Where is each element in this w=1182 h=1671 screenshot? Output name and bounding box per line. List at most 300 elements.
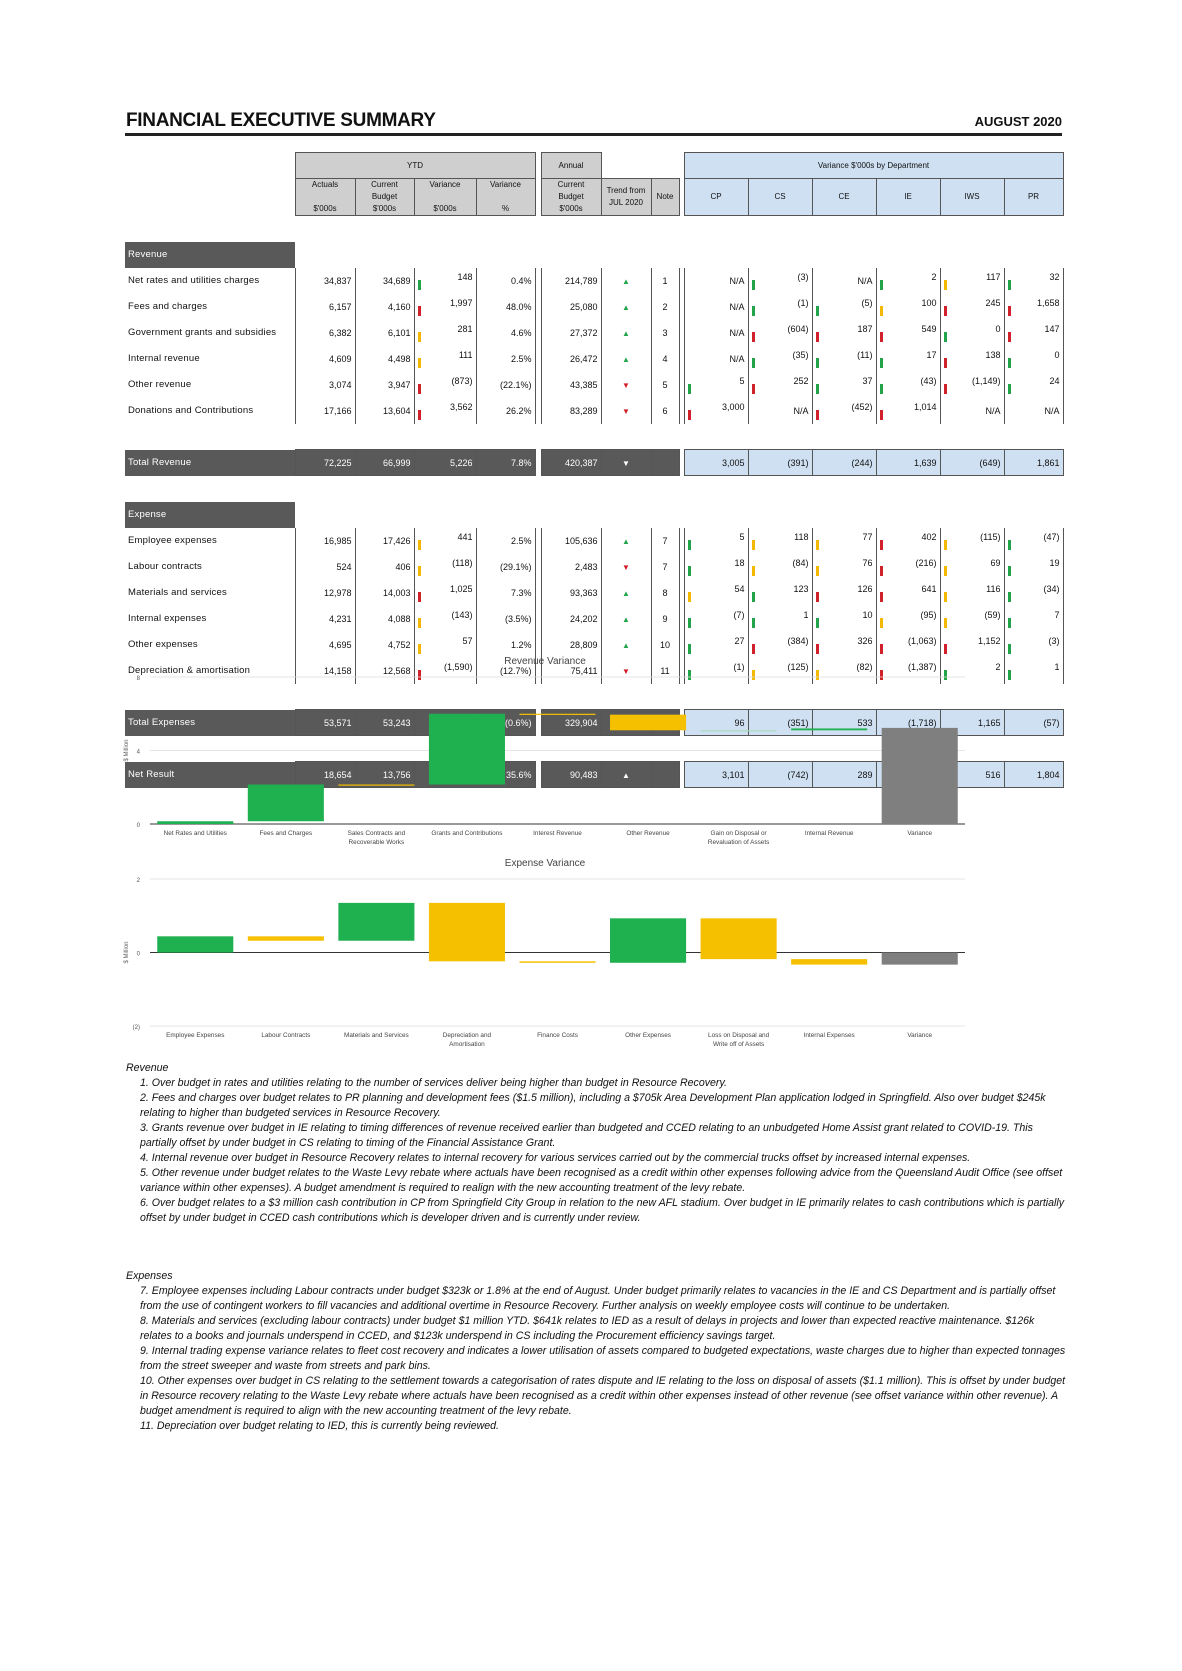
x-tick-label: Loss on Disposal and Write off of Assets (708, 1032, 770, 1048)
status-flag (816, 592, 819, 602)
cell-trend (601, 554, 651, 580)
status-flag (880, 410, 883, 420)
cell-annual: 28,809 (541, 632, 601, 658)
cell-note: 3 (651, 320, 679, 346)
cell-annual: 25,080 (541, 294, 601, 320)
total-iws: (649) (940, 450, 1004, 476)
cell-ie: 1,014 (876, 398, 940, 424)
status-flag (688, 410, 691, 420)
total-ie: 1,639 (876, 450, 940, 476)
cell-note: 1 (651, 268, 679, 294)
status-flag (880, 280, 883, 290)
cell-iws: (59) (940, 606, 1004, 632)
status-flag (816, 566, 819, 576)
total-pr: (57) (1004, 710, 1063, 736)
cell-annual: 214,789 (541, 268, 601, 294)
row-label: Employee expenses (128, 535, 217, 546)
cell-iws: 2 (940, 658, 1004, 684)
trend-up-icon: ▲ (622, 640, 630, 650)
cell-pr: 24 (1004, 372, 1063, 398)
revenue-notes (126, 1061, 1066, 1226)
cell-budget: 14,003 (355, 580, 414, 606)
cell-annual: 27,372 (541, 320, 601, 346)
y-tick-label: 2 (136, 878, 140, 884)
bar (701, 730, 777, 731)
cell-variance: 1,997 (414, 294, 476, 320)
cell-ie: (1,063) (876, 632, 940, 658)
cell-annual: 93,363 (541, 580, 601, 606)
cell-budget: 17,426 (355, 528, 414, 554)
cell-annual: 83,289 (541, 398, 601, 424)
cell-ie: 17 (876, 346, 940, 372)
x-tick-label: Materials and Services (344, 1032, 409, 1039)
status-flag (944, 618, 947, 628)
bar (610, 918, 686, 962)
row-label: Other revenue (128, 379, 192, 390)
status-flag (418, 332, 421, 342)
cell-variance: 3,562 (414, 398, 476, 424)
y-tick-label: (2) (132, 1025, 140, 1031)
status-flag (752, 566, 755, 576)
expense-note: 7. Employee expenses including Labour contracts under budget $323k or 1.8% at the end of August. Under budget primarily relates to vacancies in the IE and CS Department and is partially offset from the use of contingent workers to fill vacancies and additional overtime in Resource Recovery. Further analysis on weekly employee costs will continue to be undertaken. (140, 1285, 1056, 1312)
status-flag (1008, 618, 1011, 628)
cell-cs: (3) (748, 268, 812, 294)
status-flag (944, 384, 947, 394)
revenue-note: 2. Fees and charges over budget relates to PR planning and development fees ($1.5 million), including a $705k Area Development Plan application lodged in Springfield. Also over budget $245k relating to higher than budgeted services in Resource Recovery. (140, 1092, 1046, 1119)
cell-budget: 3,947 (355, 372, 414, 398)
status-flag (944, 358, 947, 368)
cell-pr: 7 (1004, 606, 1063, 632)
cell-pr: 1 (1004, 658, 1063, 684)
cell-ce: 326 (812, 632, 876, 658)
bar (791, 959, 867, 965)
table-row (125, 398, 1063, 424)
col-cs: CS (748, 179, 812, 216)
x-tick-label: Finance Costs (537, 1032, 578, 1039)
revenue-note: 6. Over budget relates to a $3 million cash contribution in CP from Springfield City Group in relation to the new AFL stadium. Over budget in IE primarily relates to cash contributions which is partially offset by under budget in CCED cash contributions which is developer driven and is currently under review. (140, 1197, 1065, 1224)
status-flag (1008, 566, 1011, 576)
expense-variance-chart (120, 854, 1070, 1059)
table-row (125, 294, 1063, 320)
revenue-section-header (125, 242, 1063, 268)
cell-annual: 105,636 (541, 528, 601, 554)
total-iws: 1,165 (940, 710, 1004, 736)
revenue-note: 4. Internal revenue over budget in Resource Recovery relates to internal recovery for various services carried out by the commercial trucks offset by increased internal expenses. (140, 1152, 971, 1164)
status-flag (944, 592, 947, 602)
cell-cp: N/A (684, 320, 748, 346)
x-tick-label: Fees and Charges (259, 830, 313, 837)
total-iws: 516 (940, 762, 1004, 788)
y-tick-label: 8 (136, 676, 140, 682)
status-flag (752, 618, 755, 628)
cell-actuals: 3,074 (295, 372, 355, 398)
cell-cs: (604) (748, 320, 812, 346)
total-ce: 533 (812, 710, 876, 736)
cell-pr: (3) (1004, 632, 1063, 658)
y-axis-label: $ Million (124, 941, 130, 964)
trend-down-icon: ▼ (622, 666, 630, 676)
cell-iws: (1,149) (940, 372, 1004, 398)
cell-cs: 1 (748, 606, 812, 632)
cell-ie: 2 (876, 268, 940, 294)
cell-cs: 123 (748, 580, 812, 606)
row-label: Depreciation & amortisation (128, 665, 251, 676)
cell-actuals: 524 (295, 554, 355, 580)
total-ie: (1,718) (876, 710, 940, 736)
cell-variance-pct: (29.1%) (476, 554, 535, 580)
cell-ce: (5) (812, 294, 876, 320)
ytd-header: YTD (295, 153, 535, 179)
expense-note: 9. Internal trading expense variance relates to fleet cost recovery and indicates a lower utilisation of assets compared to budgeted expectations, waste charges due to higher than expected tonnages from the street sweeper and waste from streets and park bins. (140, 1345, 1066, 1372)
row-label: Net rates and utilities charges (128, 275, 260, 286)
col-iws: IWS (940, 179, 1004, 216)
total-cs: (391) (748, 450, 812, 476)
cell-actuals: 14,158 (295, 658, 355, 684)
row-label: Materials and services (128, 587, 227, 598)
status-flag (1008, 332, 1011, 342)
cell-variance: 111 (414, 346, 476, 372)
status-flag (418, 592, 421, 602)
status-flag (880, 332, 883, 342)
x-tick-label: Grants and Contributions (431, 830, 503, 837)
cell-variance-pct: 7.3% (476, 580, 535, 606)
status-flag (752, 332, 755, 342)
status-flag (880, 618, 883, 628)
total-revenue-row (125, 450, 1063, 476)
status-flag (816, 332, 819, 342)
bar (157, 821, 233, 824)
cell-variance-pct: 0.4% (476, 268, 535, 294)
x-tick-label: Depreciation and Amortisation (442, 1032, 492, 1048)
x-tick-label: Gain on Disposal or Revaluation of Assets (707, 830, 770, 846)
cell-ie: 402 (876, 528, 940, 554)
x-tick-label: Internal Expenses (803, 1032, 855, 1039)
status-flag (418, 618, 421, 628)
cell-variance: 57 (414, 632, 476, 658)
row-label: Donations and Contributions (128, 405, 254, 416)
cell-budget: 12,568 (355, 658, 414, 684)
total-cp: 3,101 (684, 762, 748, 788)
cell-actuals: 16,985 (295, 528, 355, 554)
col-ce: CE (812, 179, 876, 216)
cell-actuals: 4,231 (295, 606, 355, 632)
cell-pr: 32 (1004, 268, 1063, 294)
cell-variance-pct: 4.6% (476, 320, 535, 346)
col-current-budget: Current Budget $'000s (355, 179, 414, 216)
total-actuals: 18,654 (295, 762, 355, 788)
cell-ie: (43) (876, 372, 940, 398)
cell-iws: 116 (940, 580, 1004, 606)
cell-trend (601, 268, 651, 294)
header-col-row (125, 179, 1063, 216)
revenue-notes-heading: Revenue (126, 1062, 169, 1074)
y-tick-label: 0 (136, 951, 140, 958)
revenue-note: 5. Other revenue under budget relates to the Waste Levy rebate where actuals have been recognised as a credit within other expenses following advice from the Queensland Audit Office (see offset variance within other expenses). A budget amendment is required to realign with the new accounting treatment of the levy rebate. (140, 1167, 1063, 1194)
cell-annual: 43,385 (541, 372, 601, 398)
cell-trend (601, 528, 651, 554)
cell-pr: 147 (1004, 320, 1063, 346)
total-cp: 3,005 (684, 450, 748, 476)
total-budget: 66,999 (355, 450, 414, 476)
cell-ce: 77 (812, 528, 876, 554)
cell-ce: 126 (812, 580, 876, 606)
total-actuals: 53,571 (295, 710, 355, 736)
cell-iws: 138 (940, 346, 1004, 372)
status-flag (880, 358, 883, 368)
x-tick-label: Internal Revenue (804, 830, 854, 837)
bar (338, 903, 414, 941)
col-trend: Trend from JUL 2020 (601, 179, 651, 216)
cell-trend (601, 294, 651, 320)
bar (519, 714, 595, 715)
cell-pr: 0 (1004, 346, 1063, 372)
cell-budget: 406 (355, 554, 414, 580)
total-pr: 1,804 (1004, 762, 1063, 788)
x-tick-label: Net Rates and Utilities (163, 830, 227, 837)
revenue-note: 3. Grants revenue over budget in IE relating to timing differences of revenue received earlier than budgeted and CCED relating to an unbudgeted Home Assist grant related to COVID-19. This partially offset by under budget in CS relating to timing of the Financial Assistance Grant. (140, 1122, 1033, 1149)
cell-ce: 76 (812, 554, 876, 580)
cell-budget: 4,160 (355, 294, 414, 320)
cell-iws: N/A (940, 398, 1004, 424)
cell-budget: 34,689 (355, 268, 414, 294)
section-label: Expense (125, 502, 295, 528)
x-tick-label: Other Revenue (626, 830, 670, 837)
x-tick-label: Interest Revenue (533, 830, 582, 837)
cell-annual: 26,472 (541, 346, 601, 372)
cell-cs: (1) (748, 294, 812, 320)
status-flag (880, 566, 883, 576)
col-cp: CP (684, 179, 748, 216)
cell-iws: 117 (940, 268, 1004, 294)
expense-notes (126, 1269, 1066, 1434)
status-flag (1008, 306, 1011, 316)
cell-note: 2 (651, 294, 679, 320)
col-variance-pct: Variance % (476, 179, 535, 216)
bar (882, 953, 958, 965)
cell-variance: (1,590) (414, 658, 476, 684)
total-annual: 90,483 (541, 762, 601, 788)
status-flag (752, 306, 755, 316)
cell-iws: 69 (940, 554, 1004, 580)
status-flag (752, 384, 755, 394)
table-row (125, 554, 1063, 580)
cell-cp: 27 (684, 632, 748, 658)
cell-cp: 3,000 (684, 398, 748, 424)
row-label: Other expenses (128, 639, 198, 650)
status-flag (688, 618, 691, 628)
status-flag (1008, 280, 1011, 290)
bar (429, 903, 505, 961)
cell-ie: 100 (876, 294, 940, 320)
cell-variance: 441 (414, 528, 476, 554)
cell-cs: 118 (748, 528, 812, 554)
status-flag (688, 566, 691, 576)
section-label: Revenue (125, 242, 295, 268)
total-label: Total Expenses (125, 710, 295, 736)
x-tick-label: Variance (907, 1032, 933, 1039)
cell-note: 6 (651, 398, 679, 424)
table-row (125, 580, 1063, 606)
cell-iws: 0 (940, 320, 1004, 346)
total-varp: 35.6% (476, 762, 535, 788)
status-flag (418, 306, 421, 316)
status-flag (816, 618, 819, 628)
cell-note: 9 (651, 606, 679, 632)
cell-ie: 641 (876, 580, 940, 606)
status-flag (688, 592, 691, 602)
status-flag (944, 566, 947, 576)
cell-variance: 281 (414, 320, 476, 346)
cell-cs: (84) (748, 554, 812, 580)
bar (701, 918, 777, 959)
trend-down-icon: ▼ (622, 380, 630, 390)
cell-variance: 148 (414, 268, 476, 294)
status-flag (880, 306, 883, 316)
cell-trend (601, 606, 651, 632)
cell-note: 4 (651, 346, 679, 372)
bar (157, 936, 233, 952)
total-varp: 7.8% (476, 450, 535, 476)
status-flag (1008, 384, 1011, 394)
total-ce: (244) (812, 450, 876, 476)
cell-annual: 24,202 (541, 606, 601, 632)
col-note: Note (651, 179, 679, 216)
status-flag (816, 540, 819, 550)
cell-ce: (452) (812, 398, 876, 424)
total-cs: (351) (748, 710, 812, 736)
cell-trend (601, 398, 651, 424)
cell-ce: 187 (812, 320, 876, 346)
cell-ie: (216) (876, 554, 940, 580)
cell-variance: 1,025 (414, 580, 476, 606)
x-tick-label: Employee Expenses (166, 1032, 225, 1039)
cell-cp: (7) (684, 606, 748, 632)
trend-down-icon: ▼ (622, 562, 630, 572)
status-flag (418, 566, 421, 576)
revenue-variance-chart (120, 652, 1070, 857)
status-flag (816, 384, 819, 394)
cell-variance: (118) (414, 554, 476, 580)
cell-budget: 4,088 (355, 606, 414, 632)
table-row (125, 606, 1063, 632)
expense-note: 10. Other expenses over budget in CS relating to the settlement towards a categorisation of rates dispute and IE relating to the loss on disposal of assets ($1.1 million). This is offset by under budget in Resource recovery relating to the Waste Levy rebate where actuals have been recognised as a credit within other expenses instead of other revenue (see offset variance within other revenue). A budget amendment is required to align with the new accounting treatment of the levy rebate. (140, 1375, 1066, 1417)
trend-down-icon: ▼ (622, 406, 630, 416)
x-tick-label: Other Expenses (625, 1032, 671, 1039)
status-flag (944, 280, 947, 290)
cell-pr: (47) (1004, 528, 1063, 554)
bar (338, 784, 414, 785)
status-flag (880, 384, 883, 394)
cell-actuals: 17,166 (295, 398, 355, 424)
total-annual: 420,387 (541, 450, 601, 476)
status-flag (418, 540, 421, 550)
total-trend (601, 450, 651, 476)
cell-cp: 5 (684, 372, 748, 398)
cell-ie: 549 (876, 320, 940, 346)
cell-variance-pct: 2.5% (476, 346, 535, 372)
page-title: FINANCIAL EXECUTIVE SUMMARY (126, 110, 436, 131)
cell-ie: (95) (876, 606, 940, 632)
status-flag (816, 306, 819, 316)
total-ce: 289 (812, 762, 876, 788)
trend-up-icon: ▲ (622, 328, 630, 338)
total-actuals: 72,225 (295, 450, 355, 476)
status-flag (418, 384, 421, 394)
cell-variance: (143) (414, 606, 476, 632)
y-tick-label: 4 (136, 749, 140, 756)
cell-annual: 75,411 (541, 658, 601, 684)
expense-note: 11. Depreciation over budget relating to IED, this is currently being reviewed. (140, 1420, 500, 1432)
cell-pr: N/A (1004, 398, 1063, 424)
cell-ce: 37 (812, 372, 876, 398)
bar (882, 728, 958, 824)
expense-note: 8. Materials and services (excluding labour contracts) under budget $1 million YTD. $641k relates to IED as a result of delays in projects and lower than expected reactive maintenance. $126k relates to a books and journals underspend in CCED, and $123k underspend in CS including the Procurement efficiency savings target. (140, 1315, 1035, 1342)
col-ie: IE (876, 179, 940, 216)
col-variance: Variance $'000s (414, 179, 476, 216)
status-flag (418, 280, 421, 290)
status-flag (944, 540, 947, 550)
cell-pr: (34) (1004, 580, 1063, 606)
cell-iws: (115) (940, 528, 1004, 554)
cell-ie: (1,387) (876, 658, 940, 684)
x-tick-label: Variance (907, 830, 933, 837)
cell-cp: (1) (684, 658, 748, 684)
chart-title: Expense Variance (504, 858, 586, 869)
bar (519, 961, 595, 962)
cell-variance-pct: (12.7%) (476, 658, 535, 684)
cell-trend (601, 320, 651, 346)
x-tick-label: Sales Contracts and Recoverable Works (347, 830, 406, 846)
bar (248, 784, 324, 821)
status-flag (752, 592, 755, 602)
annual-header: Annual (541, 153, 601, 179)
revenue-note: 1. Over budget in rates and utilities relating to the number of services deliver being higher than budget in Resource Recovery. (140, 1077, 727, 1089)
total-budget: 53,243 (355, 710, 414, 736)
cell-actuals: 34,837 (295, 268, 355, 294)
cell-cp: N/A (684, 294, 748, 320)
status-flag (880, 592, 883, 602)
col-actuals: Actuals $'000s (295, 179, 355, 216)
cell-iws: 1,152 (940, 632, 1004, 658)
total-note (651, 450, 679, 476)
row-label: Internal revenue (128, 353, 200, 364)
row-label: Labour contracts (128, 561, 202, 572)
trend-up-icon: ▲ (622, 614, 630, 624)
cell-variance-pct: (3.5%) (476, 606, 535, 632)
cell-budget: 6,101 (355, 320, 414, 346)
total-label: Total Revenue (125, 450, 295, 476)
cell-variance-pct: (22.1%) (476, 372, 535, 398)
table-row (125, 528, 1063, 554)
cell-cs: (35) (748, 346, 812, 372)
cell-cs: (384) (748, 632, 812, 658)
total-cp: 96 (684, 710, 748, 736)
cell-variance: (873) (414, 372, 476, 398)
cell-ce: 10 (812, 606, 876, 632)
expense-section-header (125, 502, 1063, 528)
bar (610, 715, 686, 731)
table-row (125, 346, 1063, 372)
cell-cs: N/A (748, 398, 812, 424)
status-flag (688, 540, 691, 550)
cell-note: 10 (651, 632, 679, 658)
status-flag (944, 306, 947, 316)
col-pr: PR (1004, 179, 1063, 216)
status-flag (1008, 540, 1011, 550)
expense-notes-heading: Expenses (126, 1270, 173, 1282)
total-cs: (742) (748, 762, 812, 788)
total-var: 5,226 (414, 450, 476, 476)
